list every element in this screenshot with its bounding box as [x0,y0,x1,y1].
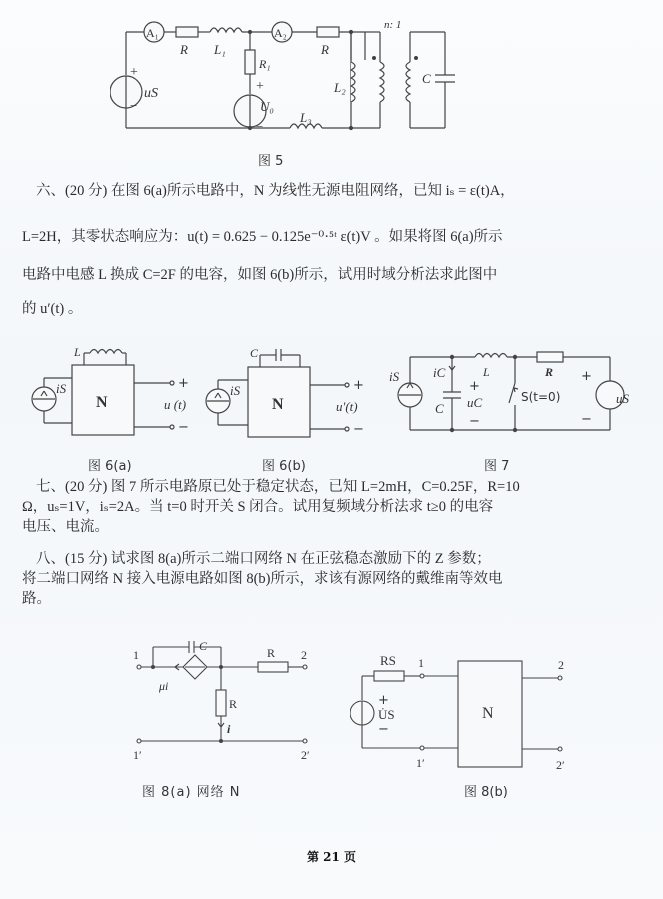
figure-8a [125,635,325,760]
ammeter-a1-label: A₁ [146,26,159,40]
inductor-l3-label: L₃ [300,110,312,125]
figure-6a [28,345,193,440]
figure-5-caption: 图 5 [258,154,284,169]
capacitor-c-label: C [250,346,259,360]
output-minus-sign: − [178,420,189,435]
port-1-prime-label: 1′ [133,748,142,760]
problem-6-line-2: L=2H，其零状态响应为：u(t) = 0.625 − 0.125e⁻⁰·⁵ᵗ ε(t)V 。如果将图 6(a)所示 [22,229,503,245]
figure-5 [110,10,470,135]
inductor-l-label: L [483,365,490,379]
capacitor-c-label: C [435,401,444,416]
port-2-label: 2 [301,648,307,662]
resistor-r-right-label: R [321,42,329,57]
us-plus-sign: + [378,693,389,708]
u0-minus-sign: − [256,119,264,134]
capacitor-voltage-uc-label: uC [467,395,483,410]
figure-6b-caption: 图 6(b) [262,459,306,474]
voltage-source-us-label: U̇S [378,707,395,722]
figure-8a-caption: 图 8(a) 网络 N [142,785,241,800]
port-2-prime-label: 2′ [301,748,310,760]
capacitor-c-label: C [199,639,208,653]
output-minus-sign: − [353,422,364,437]
figure-7-caption: 图 7 [484,459,510,474]
figure-7 [385,345,635,440]
problem-6-line-4: 的 u′(t) 。 [22,301,83,317]
page-number: 第 21 页 [306,850,357,864]
network-n-label: N [482,705,494,722]
dependent-source-mu-i-label: μi [159,679,169,693]
current-source-is-label: iS [56,381,67,396]
network-n-label: N [272,396,284,413]
inductor-l2-label: L₂ [334,80,346,95]
us-plus-sign: + [581,369,592,384]
inductor-l1-label: L₁ [214,42,226,57]
inductor-l-label: L [74,345,81,359]
us-minus-sign: − [378,722,389,737]
u0-plus-sign: + [256,79,264,94]
problem-8-line-2: 将二端口网络 N 接入电源电路如图 8(b)所示，求该有源网络的戴维南等效电 [22,571,503,587]
port-2-prime-label: 2′ [556,758,565,770]
port-1-label: 1 [133,648,139,662]
resistor-series-r-label: R [267,646,276,660]
figure-6a-caption: 图 6(a) [88,459,132,474]
resistor-r-label: R [545,365,554,379]
problem-6-line-1: 六、(20 分) 在图 6(a)所示电路中，N 为线性无源电阻网络，已知 iₛ = ε(t)A， [36,183,515,199]
current-i-label: i [227,722,231,736]
figure-6b [200,345,365,440]
switch-s-label: S(t=0) [521,390,561,404]
source-us-label: uS [144,86,158,101]
problem-7-line-3: 电压、电流。 [22,519,109,535]
output-plus-sign: + [178,376,189,391]
output-u-label: u (t) [164,397,187,412]
port-2-label: 2 [558,658,564,672]
problem-7-line-2: Ω，uₛ=1V，iₛ=2A。当 t=0 时开关 S 闭合。试用复频域分析法求 t≥0 的电容 [22,499,494,515]
resistor-rs-label: RS [380,653,396,668]
ammeter-a2-label: A₂ [274,26,287,40]
dc-source-u0-label: U₀ [260,99,274,114]
problem-8-line-3: 路。 [22,591,51,607]
resistor-r1-label: R₁ [259,57,271,71]
capacitor-c-label: C [422,71,431,86]
current-source-is-label: iS [389,369,400,384]
figure-8b [350,645,580,770]
problem-7-line-1: 七、(20 分) 图 7 所示电路原已处于稳定状态，已知 L=2mH，C=0.25F，R=10 [36,479,520,495]
capacitor-current-ic-label: iC [433,365,446,380]
problem-8-line-1: 八、(15 分) 试求图 8(a)所示二端口网络 N 在正弦稳态激励下的 Z 参数； [36,551,491,567]
resistor-r-left-label: R [180,42,188,57]
figure-8b-caption: 图 8(b) [464,785,508,800]
problem-6-line-3: 电路中电感 L 换成 C=2F 的电容，如图 6(b)所示，试用时域分析法求此图中 [22,267,498,283]
output-u-prime-label: u′(t) [336,399,358,414]
us-minus-sign: − [581,412,592,427]
turns-ratio-label: n: 1 [384,19,402,31]
us-plus-sign: + [130,65,138,80]
port-1-label: 1 [418,656,424,670]
us-minus-sign: − [130,98,138,113]
uc-plus-sign: + [469,379,480,394]
voltage-source-us-label: uS [616,391,629,406]
resistor-shunt-r-label: R [229,697,238,711]
uc-minus-sign: − [469,414,480,429]
port-1-prime-label: 1′ [416,756,425,770]
current-source-is-label: iS [230,383,241,398]
output-plus-sign: + [353,378,364,393]
network-n-label: N [96,394,108,411]
